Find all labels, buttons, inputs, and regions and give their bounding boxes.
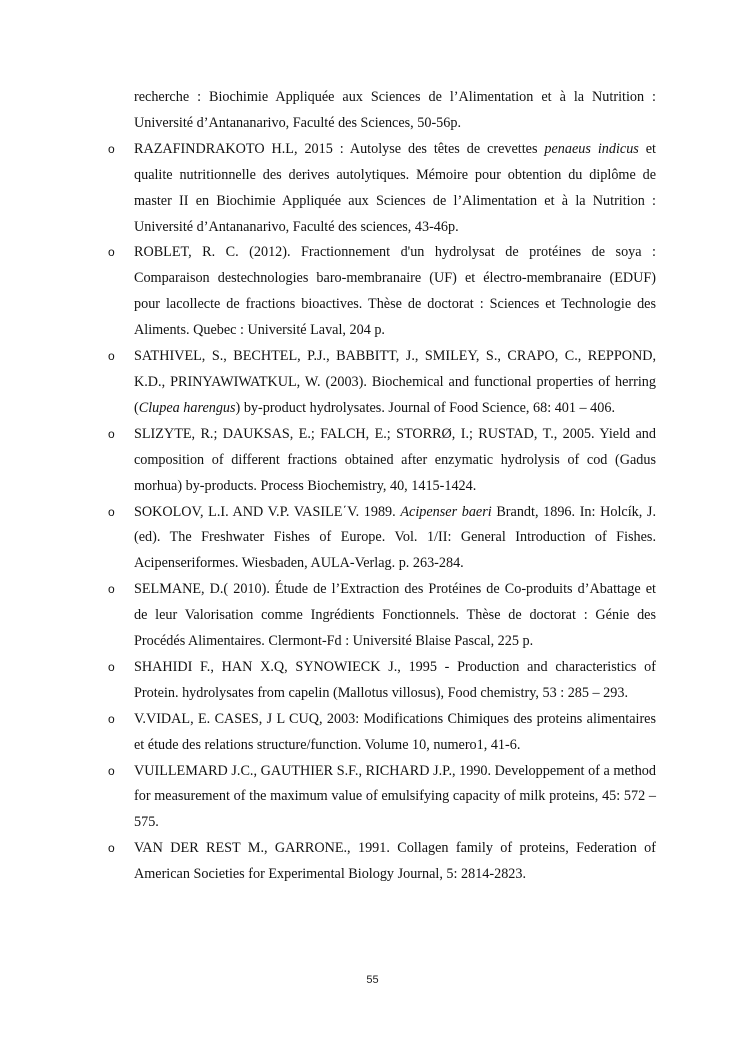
reference-text: [134, 707, 656, 759]
bullet-icon: o: [108, 426, 115, 441]
reference-text-segment: recherche : Biochimie Appliquée aux Sciences de l’Alimentation et à la Nutrition : Université d’Antananarivo, Faculté des Sciences, 50-56p.: [134, 89, 656, 131]
reference-text: [134, 137, 656, 241]
reference-text-segment: RAZAFINDRAKOTO H.L, 2015 : Autolyse des têtes de crevettes: [134, 140, 545, 157]
reference-text-segment: et qualite nutritionnelle des derives autolytiques. Mémoire pour obtention du diplôme de master II en Biochimie Appliquée aux Sciences de l’Alimentation et à la Nutrition : Université d’Antananarivo, Faculté des sciences, 43-46p.: [134, 140, 656, 235]
page-number: 55: [366, 974, 379, 986]
reference-text-segment: SLIZYTE, R.; DAUKSAS, E.; FALCH, E.; STORRØ, I.; RUSTAD, T., 2005. Yield and composition of different fractions obtained after enzymatic hydrolysis of cod (Gadus morhua) by-products. Process Biochemistry, 40, 1415-1424.: [134, 425, 656, 494]
reference-item: [106, 577, 656, 655]
reference-list: [106, 85, 656, 888]
italic-term: Clupea harengus: [138, 399, 236, 416]
bullet-icon: o: [108, 582, 115, 597]
reference-text: [134, 577, 656, 655]
reference-text-segment: ) by-product hydrolysates. Journal of Food Science, 68: 401 – 406.: [235, 399, 616, 416]
reference-item: [106, 240, 656, 344]
bullet-icon: o: [108, 245, 115, 260]
reference-item: [106, 655, 656, 707]
bullet-icon: o: [108, 711, 115, 726]
reference-text-segment: SOKOLOV, L.I. AND V.P. VASILE΄V. 1989.: [134, 503, 401, 520]
reference-item: [106, 836, 656, 888]
reference-text-segment: SELMANE, D.( 2010). Étude de l’Extraction des Protéines de Co-produits d’Abattage et de leur Valorisation comme Ingrédients Fonctionnels. Thèse de doctorat : Génie des Procédés Alimentaires. Clermont-Fd : Université Blaise Pascal, 225 p.: [134, 581, 656, 650]
reference-item: [106, 759, 656, 837]
reference-text: [134, 344, 656, 422]
reference-item: [106, 137, 656, 241]
reference-text-segment: SHAHIDI F., HAN X.Q, SYNOWIECK J., 1995 - Production and characteristics of Protein. hydrolysates from capelin (Mallotus villosus), Food chemistry, 53 : 285 – 293.: [134, 658, 656, 701]
reference-text-segment: ROBLET, R. C. (2012). Fractionnement d'un hydrolysat de protéines de soya : Comparaison destechnologies baro-membranaire (UF) et électro-membranaire (EDUF) pour lacollecte de fractions bioactives. Thèse de doctorat : Sciences et Technologie des Aliments. Quebec : Université Laval, 204 p.: [134, 244, 656, 339]
bullet-icon: o: [108, 141, 115, 156]
italic-term: Acipenser baeri: [400, 503, 492, 520]
bullet-icon: o: [108, 349, 115, 364]
reference-item: [106, 500, 656, 578]
bullet-icon: o: [108, 659, 115, 674]
reference-text: [134, 85, 656, 137]
reference-text: [134, 240, 656, 344]
reference-text-segment: SATHIVEL, S., BECHTEL, P.J., BABBITT, J., SMILEY, S., CRAPO, C., REPPOND, K.D., PRINYAWIWATKUL, W. (2003). Biochemical and functional properties of herring (: [134, 348, 656, 416]
reference-item: [106, 422, 656, 500]
bullet-icon: o: [108, 841, 115, 856]
italic-term: penaeus indicus: [544, 140, 639, 157]
reference-text: [134, 759, 656, 837]
reference-text-segment: VAN DER REST M., GARRONE., 1991. Collagen family of proteins, Federation of American Societies for Experimental Biology Journal, 5: 2814-2823.: [134, 840, 656, 883]
reference-text: [134, 836, 656, 888]
reference-text: [134, 422, 656, 500]
reference-item: [106, 707, 656, 759]
reference-text-segment: Brandt, 1896. In: Holcík, J. (ed). The Freshwater Fishes of Europe. Vol. 1/II: General Introduction of Fishes. Acipenseriformes. Wiesbaden, AULA-Verlag. p. 263-284.: [134, 503, 656, 572]
reference-text-segment: V.VIDAL, E. CASES, J L CUQ, 2003: Modifications Chimiques des proteins alimentaires et étude des relations structure/function. Volume 10, numero1, 41-6.: [134, 710, 656, 753]
reference-item: [106, 344, 656, 422]
reference-text: [134, 655, 656, 707]
reference-item: [106, 85, 656, 137]
reference-text-segment: VUILLEMARD J.C., GAUTHIER S.F., RICHARD J.P., 1990. Developpement of a method for measurement of the maximum value of emulsifying capacity of milk proteins, 45: 572 – 575.: [134, 762, 656, 831]
bullet-icon: o: [108, 504, 115, 519]
bullet-icon: o: [108, 763, 115, 778]
reference-text: [134, 500, 656, 578]
